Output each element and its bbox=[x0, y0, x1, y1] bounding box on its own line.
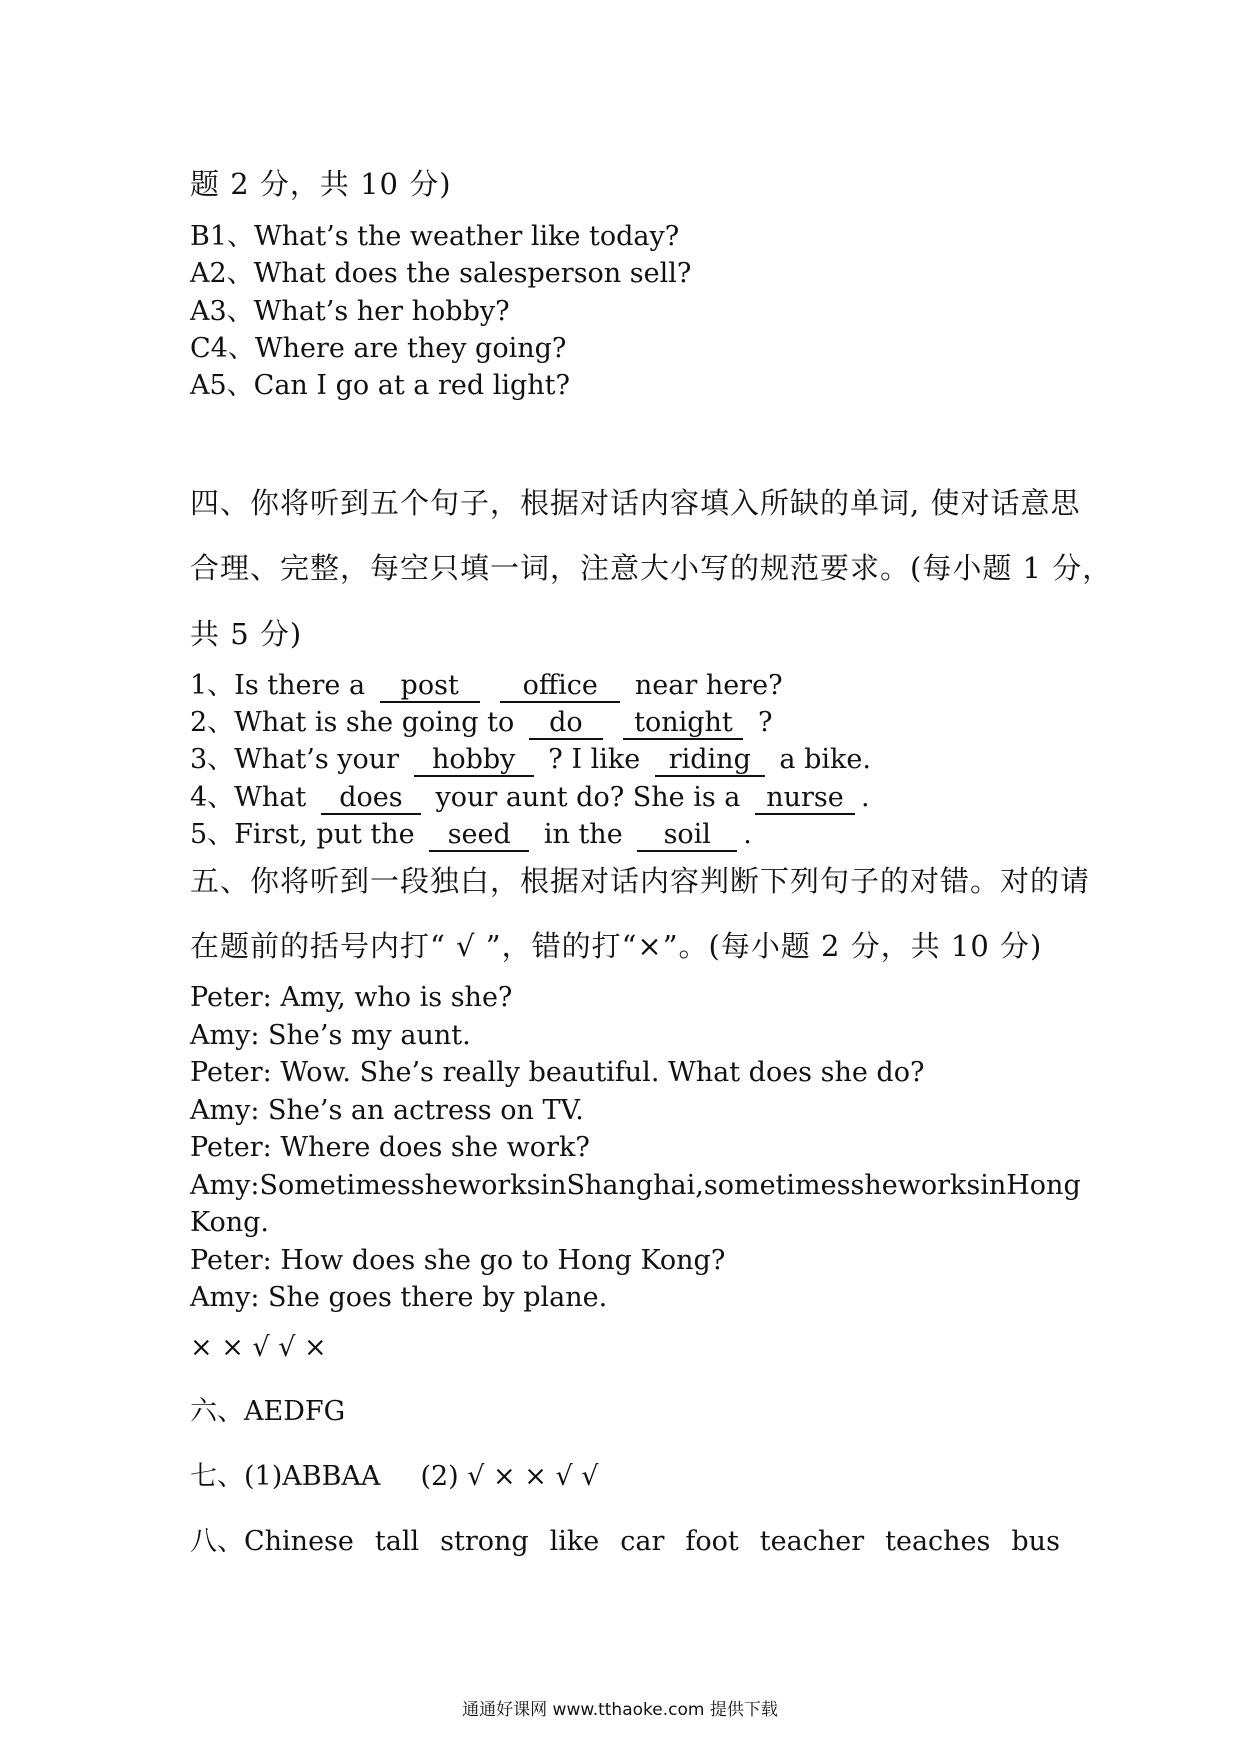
word: works bbox=[457, 1170, 541, 1201]
word: in bbox=[980, 1170, 1007, 1201]
section3-answer-2: A2、What does the salesperson sell? bbox=[190, 258, 692, 289]
word: Sometimes bbox=[259, 1170, 411, 1201]
answer-blank: nurse bbox=[755, 783, 855, 815]
answer-blank: do bbox=[529, 708, 603, 740]
section3-answer-4: C4、Where are they going? bbox=[190, 333, 567, 364]
word: Shanghai, bbox=[566, 1170, 704, 1201]
answer-blank: soil bbox=[637, 820, 737, 852]
item-suffix: a bike. bbox=[779, 744, 871, 775]
item-mid: ? I like bbox=[548, 744, 641, 775]
word: in bbox=[540, 1170, 567, 1201]
item-prefix: 1、Is there a bbox=[190, 670, 366, 701]
word: works bbox=[897, 1170, 981, 1201]
word: Hong bbox=[1006, 1170, 1081, 1201]
section3-answer-1: B1、What’s the weather like today? bbox=[190, 221, 680, 252]
answer-blank: tonight bbox=[623, 708, 743, 740]
item-suffix: . bbox=[860, 782, 870, 813]
dialogue-line-2: Amy: She’s my aunt. bbox=[190, 1020, 471, 1051]
item-prefix: 4、What bbox=[190, 782, 307, 813]
item-prefix: 5、First, put the bbox=[190, 819, 415, 850]
section7-answer bbox=[190, 1459, 1060, 1495]
section5-heading-line2: 在题前的括号内打“ √ ”，错的打“×”。(每小题 2 分，共 10 分) bbox=[190, 929, 1043, 963]
word: car bbox=[620, 1526, 665, 1557]
section3-heading-tail: 题 2 分，共 10 分) bbox=[190, 167, 452, 201]
dialogue-line-3: Peter: Wow. She’s really beautiful. What does she do? bbox=[190, 1057, 925, 1088]
item-mid: your aunt do? She is a bbox=[435, 782, 741, 813]
section6-answer: 六、AEDFG bbox=[190, 1396, 346, 1427]
fill-blank-item-2 bbox=[190, 705, 1060, 741]
dialogue-line-5: Peter: Where does she work? bbox=[190, 1132, 590, 1163]
dialogue-line-6-cont: Kong. bbox=[190, 1207, 269, 1238]
item-suffix: . bbox=[743, 819, 752, 850]
section7-part1: 七、(1)ABBAA bbox=[190, 1461, 381, 1492]
fill-blank-item-3 bbox=[190, 742, 1060, 778]
dialogue-line-6 bbox=[190, 1168, 1081, 1204]
word: Amy: bbox=[190, 1170, 260, 1201]
fill-blank-item-1 bbox=[190, 668, 1060, 704]
word: she bbox=[850, 1170, 898, 1201]
dialogue-line-4: Amy: She’s an actress on TV. bbox=[190, 1095, 584, 1126]
word: sometimes bbox=[703, 1170, 851, 1201]
section5-answer: × × √ √ × bbox=[190, 1332, 327, 1363]
section4-heading-line2: 合理、完整，每空只填一词，注意大小写的规范要求。(每小题 1 分， bbox=[190, 551, 1113, 585]
answer-blank: seed bbox=[429, 820, 529, 852]
section8-answer bbox=[190, 1524, 1060, 1560]
section4-heading-line3: 共 5 分) bbox=[190, 617, 303, 651]
word: bus bbox=[1011, 1526, 1060, 1557]
fill-blank-item-4 bbox=[190, 780, 1060, 816]
item-prefix: 3、What’s your bbox=[190, 744, 400, 775]
word: she bbox=[410, 1170, 458, 1201]
page-footer: 通通好课网 www.tthaoke.com 提供下载 bbox=[462, 1700, 778, 1720]
dialogue-line-1: Peter: Amy, who is she? bbox=[190, 982, 513, 1013]
answer-blank: post bbox=[380, 671, 480, 703]
word: strong bbox=[440, 1526, 529, 1557]
word: teacher bbox=[759, 1526, 865, 1557]
item-prefix: 2、What is she going to bbox=[190, 707, 515, 738]
item-mid: in the bbox=[543, 819, 623, 850]
section7-part2: (2) √ × × √ √ bbox=[420, 1461, 599, 1492]
answer-blank: office bbox=[500, 671, 620, 703]
section4-heading-line1: 四、你将听到五个句子，根据对话内容填入所缺的单词, 使对话意思 bbox=[190, 486, 1081, 520]
dialogue-line-7: Peter: How does she go to Hong Kong? bbox=[190, 1245, 726, 1276]
answer-blank: hobby bbox=[414, 745, 534, 777]
item-suffix: ? bbox=[758, 707, 773, 738]
answer-blank: riding bbox=[655, 745, 765, 777]
item-suffix: near here? bbox=[634, 670, 783, 701]
word: teaches bbox=[885, 1526, 991, 1557]
section3-answer-5: A5、Can I go at a red light? bbox=[190, 370, 571, 401]
word: like bbox=[549, 1526, 600, 1557]
fill-blank-item-5 bbox=[190, 817, 1060, 853]
word: tall bbox=[374, 1526, 420, 1557]
section5-heading-line1: 五、你将听到一段独白，根据对话内容判断下列句子的对错。对的请 bbox=[190, 864, 1091, 898]
section3-answer-3: A3、What’s her hobby? bbox=[190, 296, 510, 327]
answer-blank: does bbox=[321, 783, 421, 815]
dialogue-line-8: Amy: She goes there by plane. bbox=[190, 1282, 608, 1313]
word: foot bbox=[685, 1526, 739, 1557]
section8-label: 八、Chinese bbox=[190, 1526, 354, 1557]
